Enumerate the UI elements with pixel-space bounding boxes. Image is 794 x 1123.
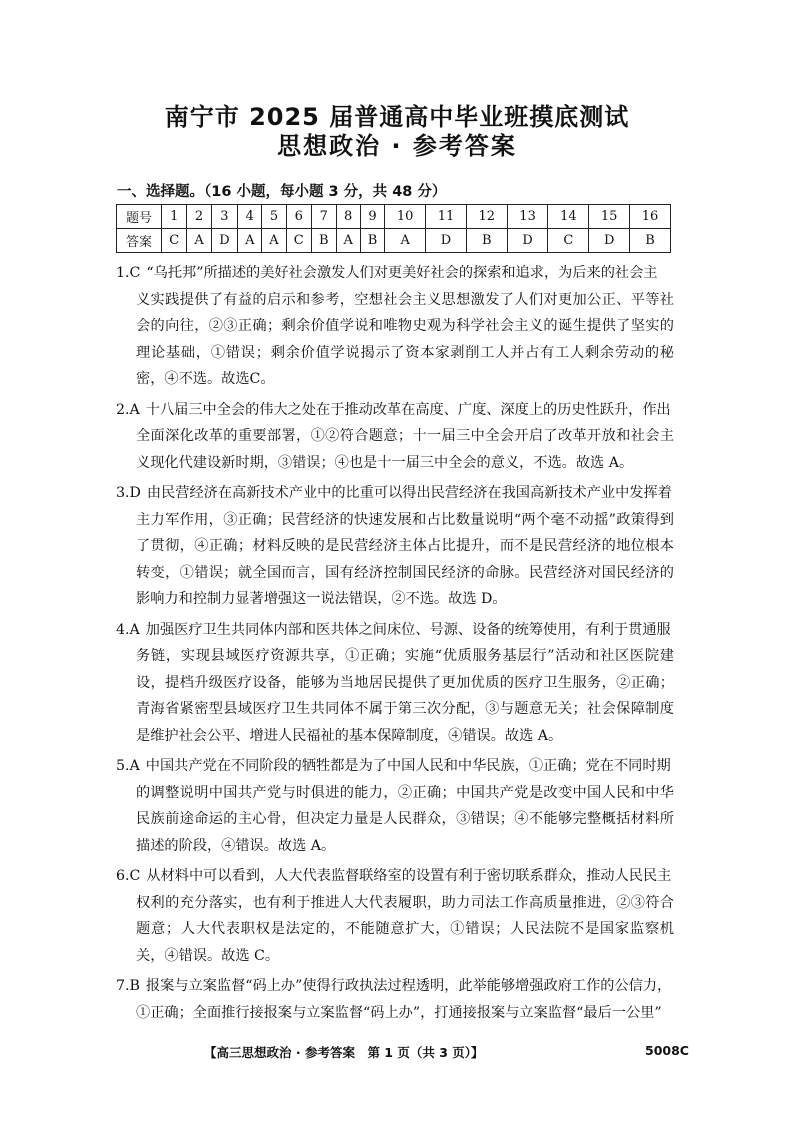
explanation-item — [116, 973, 674, 1026]
answer-table-number-row — [117, 205, 671, 229]
answer-letter: D — [589, 229, 630, 253]
explanation-number: 5.A — [116, 758, 140, 774]
explanation-number: 3.D — [116, 485, 141, 501]
explanation-body: 全面深化改革的重要部署，①②符合题意；十一届三中全会开启了改革开放和社会主义现化代建设新时期，③错误；④也是十一届三中全会的意义，不选。故选 A。 — [136, 428, 674, 471]
document-subtitle: 思想政治 · 参考答案 — [277, 132, 517, 160]
answer-table-row-label: 题号 — [117, 205, 162, 229]
explanation-item — [116, 480, 674, 613]
answer-letter: B — [466, 229, 507, 253]
explanation-item — [116, 753, 674, 859]
question-number: 16 — [630, 205, 671, 229]
answer-letter: B — [312, 229, 337, 253]
question-number: 2 — [187, 205, 211, 229]
question-number: 13 — [507, 205, 548, 229]
question-number: 8 — [336, 205, 360, 229]
explanation-first-line: 中国共产党在不同阶段的牺牲都是为了中国人民和中华民族，①正确；党在不同时期 — [145, 758, 671, 774]
document-code: 5008C — [645, 1043, 689, 1058]
explanation-number: 6.C — [116, 868, 141, 884]
explanation-first-line: 十八届三中全会的伟大之处在于推动改革在高度、广度、深度上的历史性跃升，作出 — [145, 401, 671, 418]
question-number: 9 — [360, 205, 385, 229]
explanation-first-line: 由民营经济在高新技术产业中的比重可以得出民营经济在我国高新技术产业中发挥着 — [146, 485, 672, 501]
explanation-item — [116, 863, 674, 969]
explanation-number: 7.B — [116, 978, 140, 994]
question-number: 14 — [548, 205, 589, 229]
answer-letter: A — [385, 229, 426, 253]
explanation-first-line: 加强医疗卫生共同体内部和医共体之间床位、号源、设备的统筹使用，有利于贯通服 — [145, 621, 671, 638]
explanation-item — [116, 397, 674, 477]
explanation-first-line: 从材料中可以看到，人大代表监督联络室的设置有利于密切联系群众，推动人民民主 — [146, 868, 672, 884]
explanation-number: 4.A — [116, 621, 140, 638]
explanation-body: 权利的充分落实，也有利于推进人大代表履职，助力司法工作高质量推进，②③符合题意；人大代表职权是法定的，不能随意扩大，①错误；人民法院不是国家监察机关，④错误。故选 C。 — [136, 894, 674, 964]
answer-letter: A — [238, 229, 262, 253]
answer-letter: C — [162, 229, 187, 253]
document-title: 南宁市 2025 届普通高中毕业班摸底测试 — [164, 103, 630, 131]
answer-letter: B — [630, 229, 671, 253]
explanation-body: 主力军作用，③正确；民营经济的快速发展和占比数量说明“两个毫不动摇”政策得到了贯彻，④正确；材料反映的是民营经济主体占比提升，而不是民营经济的地位根本转变，①错误；就全国而言，国有经济控制国民经济的命脉。民营经济对国民经济的影响力和控制力显著增强这一说法错误，②不选。故选 D。 — [136, 511, 674, 607]
answer-letter: C — [548, 229, 589, 253]
explanation-body: 的调整说明中国共产党与时俱进的能力，②正确；中国共产党是改变中国人民和中华民族前途命运的主心骨，但决定力量是人民群众，③错误；④不能够完整概括材料所描述的阶段，④错误。故选 A。 — [136, 784, 674, 854]
question-number: 6 — [286, 205, 311, 229]
explanation-list — [116, 260, 674, 1030]
question-number: 3 — [211, 205, 238, 229]
question-number: 5 — [262, 205, 286, 229]
answer-letter: C — [286, 229, 311, 253]
question-number: 12 — [466, 205, 507, 229]
answer-table-row-label: 答案 — [117, 229, 162, 253]
answer-letter: D — [426, 229, 467, 253]
question-number: 7 — [312, 205, 337, 229]
answer-letter: A — [262, 229, 286, 253]
question-number: 15 — [589, 205, 630, 229]
explanation-body: ①正确；全面推行接报案与立案监督“码上办”，打通接报案与立案监督“最后一公里” — [136, 1004, 662, 1021]
answer-letter: A — [336, 229, 360, 253]
answer-letter: B — [360, 229, 385, 253]
answer-letter: D — [211, 229, 238, 253]
explanation-item — [116, 260, 674, 393]
explanation-first-line: “乌托邦”所描述的美好社会激发人们对更美好社会的探索和追求，为后来的社会主 — [146, 265, 658, 281]
explanation-number: 1.C — [116, 265, 141, 281]
page-footer: 【高三思想政治 · 参考答案 第 1 页（共 3 页）】 — [204, 1045, 484, 1060]
explanation-body: 务链，实现县域医疗资源共享，①正确；实施“优质服务基层行”活动和社区医院建设，提档升级医疗设备，能够为当地居民提供了更加优质的医疗卫生服务，②正确；青海省紧密型县域医疗卫生共同体不属于第三次分配，③与题意无关；社会保障制度是维护社会公平、增进人民福祉的基本保障制度，④错误。故选 A。 — [136, 648, 674, 744]
question-number: 4 — [238, 205, 262, 229]
explanation-body: 义实践提供了有益的启示和参考，空想社会主义思想激发了人们对更加公正、平等社会的向往，②③正确；剩余价值学说和唯物史观为科学社会主义的诞生提供了坚实的理论基础，①错误；剩余价值学说揭示了资本家剥削工人并占有工人剩余劳动的秘密，④不选。故选C。 — [136, 291, 674, 387]
answer-table — [116, 204, 671, 253]
explanation-first-line: 报案与立案监督“码上办”使得行政执法过程透明，此举能够增强政府工作的公信力， — [145, 978, 672, 994]
question-number: 10 — [385, 205, 426, 229]
answer-letter: D — [507, 229, 548, 253]
explanation-number: 2.A — [116, 401, 140, 418]
question-number: 1 — [162, 205, 187, 229]
answer-table-answer-row — [117, 229, 671, 253]
section-heading: 一、选择题。（16 小题，每小题 3 分，共 48 分） — [117, 184, 447, 200]
answer-letter: A — [187, 229, 211, 253]
question-number: 11 — [426, 205, 467, 229]
explanation-item — [116, 617, 674, 750]
